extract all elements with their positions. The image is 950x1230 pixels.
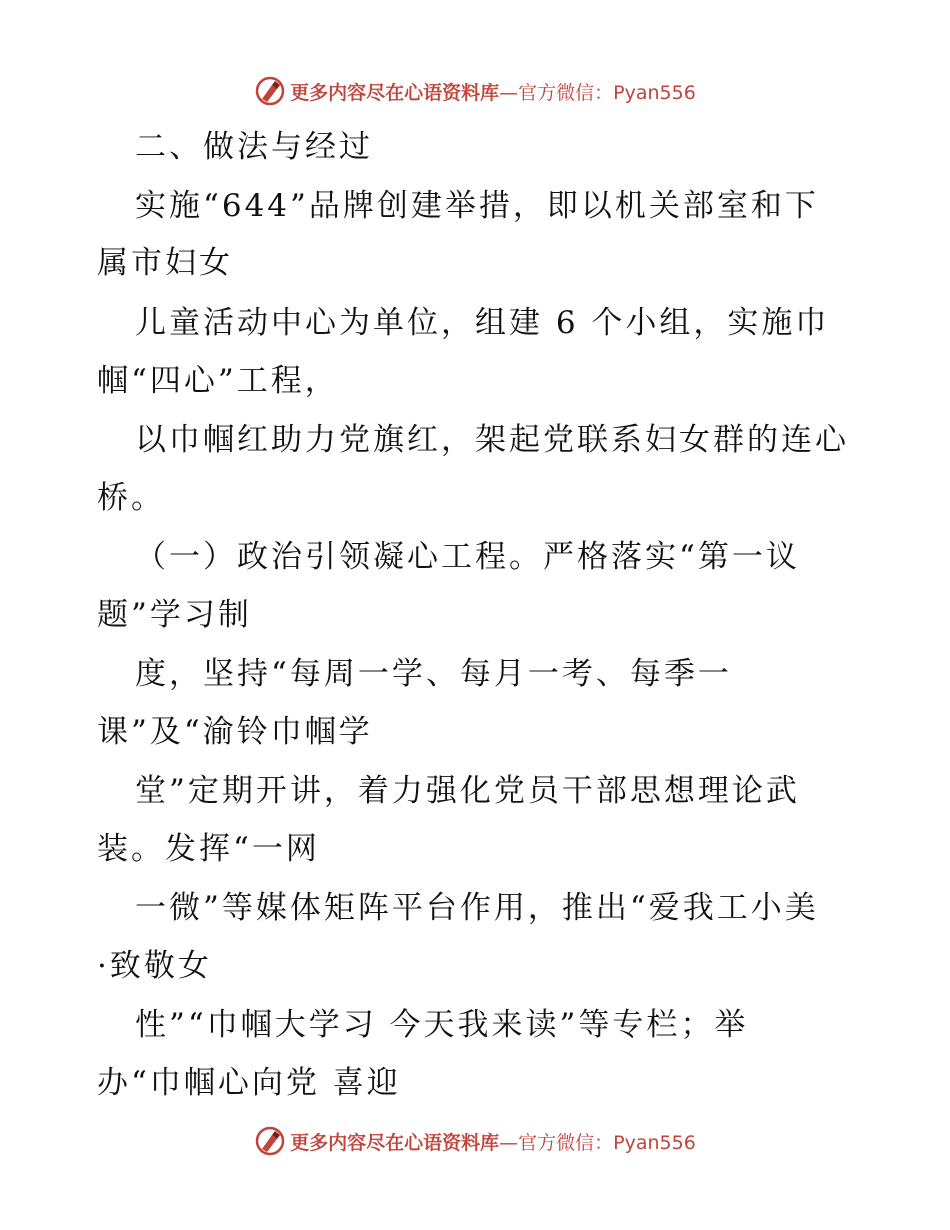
body-line: 桥。 (97, 480, 165, 516)
body-line: 儿童活动中心为单位，组建 6 个小组，实施巾 (135, 305, 830, 341)
body-line: 属市妇女 (97, 245, 233, 281)
watermark-main-text: 更多内容尽在心语资料库 (290, 1131, 500, 1154)
watermark-banner-bottom (0, 1121, 950, 1161)
watermark-sub-text: —官方微信：Pyan556 (499, 81, 696, 104)
pen-nib-logo-icon (254, 1125, 286, 1157)
body-line: 实施“644”品牌创建举措，即以机关部室和下 (135, 188, 819, 224)
body-line: 装。发挥“一网 (97, 831, 320, 867)
body-line: 一微”等媒体矩阵平台作用，推出“爱我工小美 (135, 890, 819, 926)
body-line: 性”“巾帼大学习 今天我来读”等专栏；举 (135, 1007, 749, 1043)
body-line: （一）政治引领凝心工程。严格落实“第一议 (135, 539, 800, 575)
body-line: 帼“四心”工程， (97, 363, 339, 399)
body-line: 题”学习制 (97, 597, 252, 633)
watermark-banner-top (0, 71, 950, 111)
watermark-main-text: 更多内容尽在心语资料库 (290, 81, 500, 104)
body-line: 二、做法与经过 (135, 129, 373, 165)
watermark-sub-text: —官方微信：Pyan556 (499, 1131, 696, 1154)
body-line: 课”及“渝铃巾帼学 (97, 714, 373, 750)
body-line: ·致敬女 (97, 948, 212, 984)
pen-nib-logo-icon (254, 75, 286, 107)
body-line: 堂”定期开讲，着力强化党员干部思想理论武 (135, 773, 800, 809)
body-line: 以巾帼红助力党旗红，架起党联系妇女群的连心 (135, 422, 849, 458)
body-line: 度，坚持“每周一学、每月一考、每季一 (135, 656, 732, 692)
body-line: 办“巾帼心向党 喜迎 (97, 1065, 401, 1101)
